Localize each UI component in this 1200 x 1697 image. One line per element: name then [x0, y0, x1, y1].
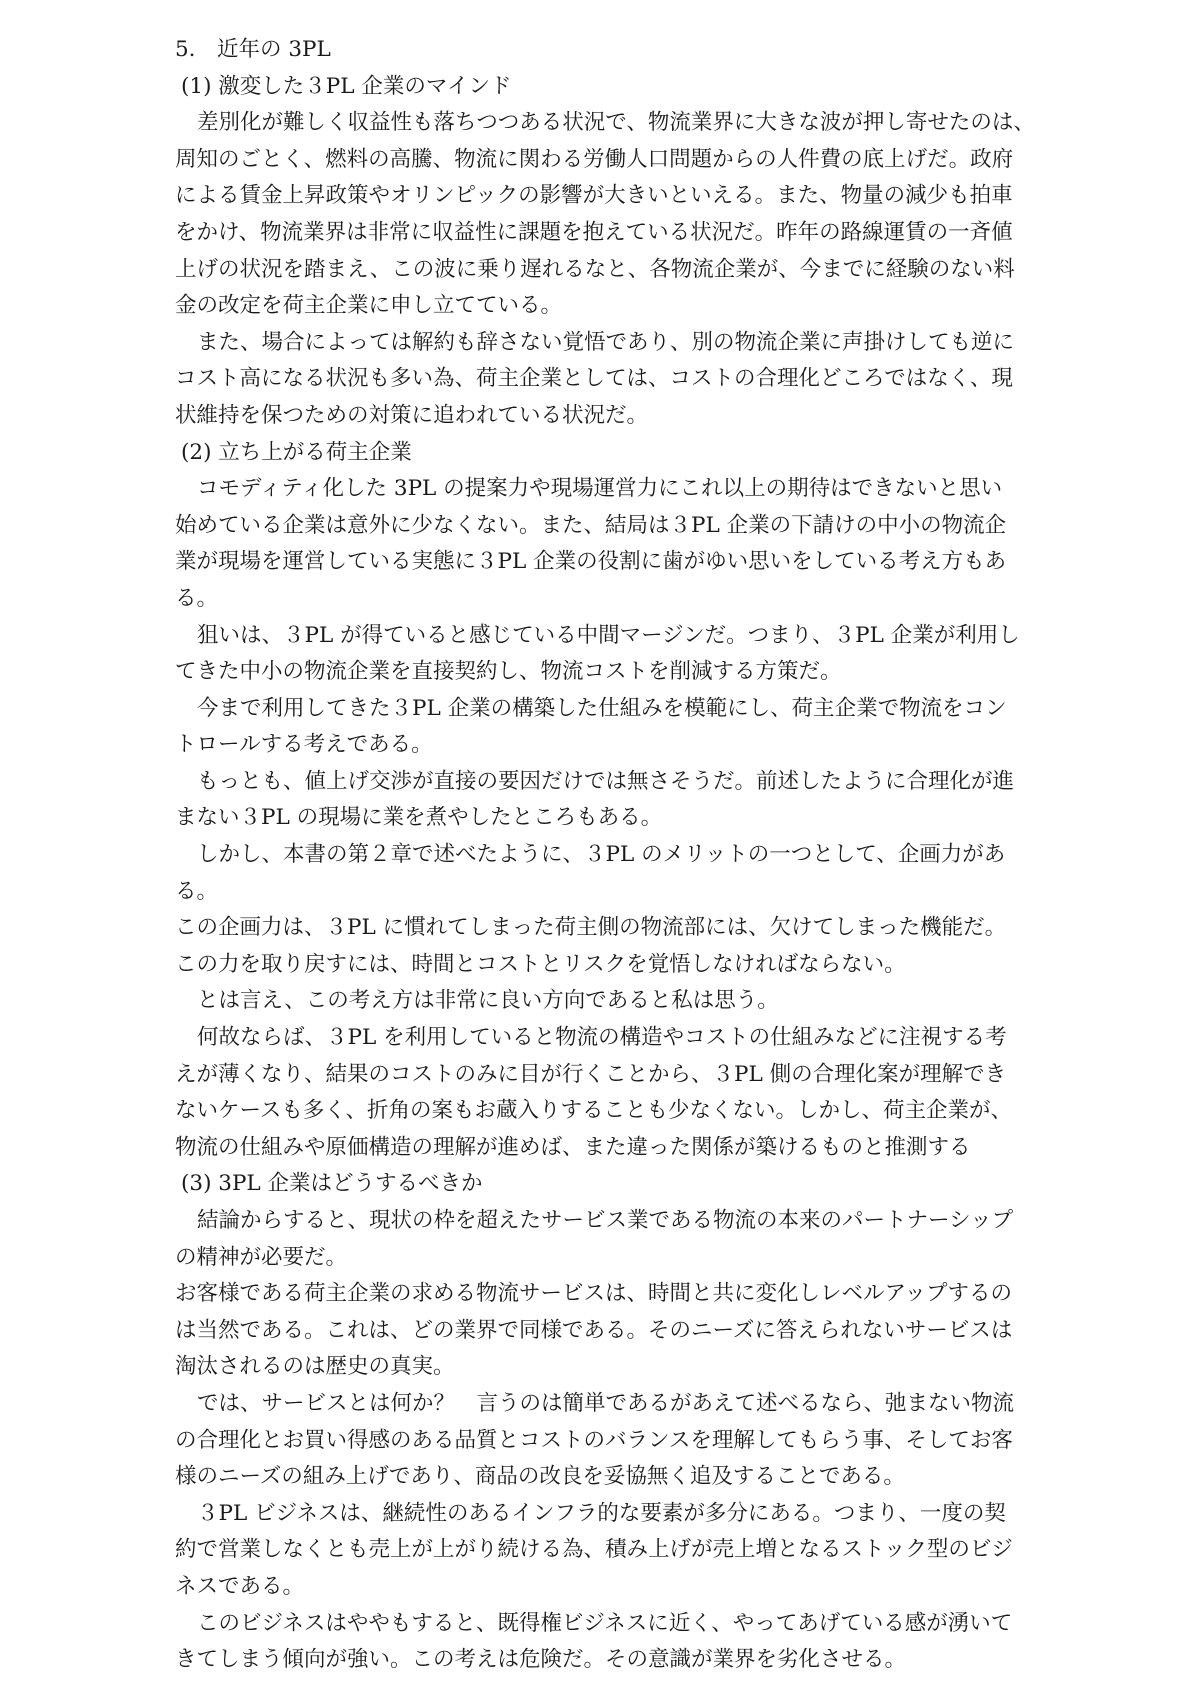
text-line: お客様である荷主企業の求める物流サービスは、時間と共に変化しレベルアップするの: [175, 1281, 1012, 1307]
text-line: 物流の仕組みや原価構造の理解が進めば、また違った関係が築けるものと推測する: [175, 1134, 971, 1160]
text-line: ３PL ビジネスは、継続性のあるインフラ的な要素が多分にある。つまり、一度の契: [197, 1500, 1006, 1526]
subsection-2-paragraph-1: [175, 471, 1035, 617]
text-line: しかし、本書の第２章で述べたように、３PL のメリットの一つとして、企画力があ: [197, 842, 1006, 868]
text-line: 状維持を保つための対策に追われている状況だ。: [175, 402, 649, 428]
text-line: トロールする考えである。: [175, 732, 433, 758]
document-page: [175, 32, 1035, 1679]
text-line: 狙いは、３PL が得ていると感じている中間マージンだ。つまり、３PL 企業が利用し: [197, 622, 1020, 648]
text-line: 今まで利用してきた３PL 企業の構築した仕組みを模範にし、荷主企業で物流をコン: [197, 695, 1007, 721]
text-line: まない３PL の現場に業を煮やしたところもある。: [175, 805, 663, 831]
text-line: また、場合によっては解約も辞さない覚悟であり、別の物流企業に声掛けしても逆に: [197, 329, 1015, 355]
text-line: この力を取り戻すには、時間とコストとリスクを覚悟しなければならない。: [175, 951, 906, 977]
subsection-2-paragraph-6: [175, 910, 1035, 983]
text-line: とは言え、この考え方は非常に良い方向であると私は思う。: [197, 988, 779, 1014]
text-line: の合理化とお買い得感のある品質とコストのバランスを理解してもらう事、そしてお客: [175, 1427, 1013, 1453]
text-line: 始めている企業は意外に少なくない。また、結局は３PL 企業の下請けの中小の物流企: [175, 512, 1007, 538]
text-line: この企画力は、３PL に慣れてしまった荷主側の物流部には、欠けてしまった機能だ。: [175, 915, 1007, 941]
text-line: をかけ、物流業界は非常に収益性に課題を抱えている状況だ。昨年の路線運賃の一斉値: [175, 219, 1013, 245]
text-line: コモディティ化した 3PL の提案力や現場運営力にこれ以上の期待はできないと思い: [197, 476, 1003, 502]
subsection-1-paragraph-1: [175, 105, 1035, 325]
text-line: 何故ならば、３PL を利用していると物流の構造やコストの仕組みなどに注視する考: [197, 1025, 1007, 1051]
subsection-2-paragraph-7: [175, 983, 1035, 1020]
text-line: えが薄くなり、結果のコストのみに目が行くことから、３PL 側の合理化案が理解でき: [175, 1061, 1007, 1087]
text-line: の精神が必要だ。: [175, 1244, 348, 1270]
text-line: 差別化が難しく収益性も落ちつつある状況で、物流業界に大きな波が押し寄せたのは、: [197, 110, 1035, 136]
text-line: ネスである。: [175, 1573, 305, 1599]
text-line: このビジネスはややもすると、既得権ビジネスに近く、やってあげている感が湧いて: [197, 1610, 1013, 1636]
subsection-1-title: (1) 激変した３PL 企業のマインド: [181, 73, 512, 99]
subsection-2-paragraph-2: [175, 618, 1035, 691]
text-line: 金の改定を荷主企業に申し立てている。: [175, 293, 563, 319]
text-line: 上げの状況を踏まえ、この波に乗り遅れるなと、各物流企業が、今までに経験のない料: [175, 256, 1015, 282]
text-line: 約で営業しなくとも売上が上がり続ける為、積み上げが売上増となるストック型のビジ: [175, 1537, 1013, 1563]
text-line: る。: [175, 878, 219, 904]
subsection-3-paragraph-5: [175, 1606, 1035, 1679]
text-line: 結論からすると、現状の枠を超えたサービス業である物流の本来のパートナーシップ: [197, 1208, 1014, 1233]
subsection-2-paragraph-4: [175, 764, 1035, 837]
subsection-3-paragraph-3: [175, 1386, 1035, 1496]
subsection-3-paragraph-1: [175, 1203, 1035, 1276]
text-line: もっとも、値上げ交渉が直接の要因だけでは無さそうだ。前述したように合理化が進: [197, 768, 1015, 794]
text-line: 様のニーズの組み上げであり、商品の改良を妥協無く追及することである。: [175, 1464, 905, 1490]
subsection-3-paragraph-4: [175, 1496, 1035, 1606]
subsection-1-paragraph-2: [175, 325, 1035, 435]
text-line: きてしまう傾向が強い。この考えは危険だ。その意識が業界を劣化させる。: [175, 1647, 907, 1673]
subsection-2-paragraph-3: [175, 691, 1035, 764]
text-line: ないケースも多く、折角の案もお蔵入りすることも少なくない。しかし、荷主企業が、: [175, 1098, 1012, 1124]
subsection-3-title: (3) 3PL 企業はどうするべきか: [181, 1171, 483, 1197]
text-line: は当然である。これは、どの業界で同様である。そのニーズに答えられないサービスは: [175, 1317, 1013, 1343]
text-line: 淘汰されるのは歴史の真実。: [175, 1354, 455, 1380]
subsection-3-paragraph-2: [175, 1276, 1035, 1386]
text-line: 業が現場を運営している実態に３PL 企業の役割に歯がゆい思いをしている考え方もあ: [175, 549, 1007, 575]
text-line: コスト高になる状況も多い為、荷主企業としては、コストの合理化どころではなく、現: [175, 366, 1013, 392]
text-line: 周知のごとく、燃料の高騰、物流に関わる労働人口問題からの人件費の底上げだ。政府: [175, 146, 1014, 172]
subsection-2-paragraph-8: [175, 1020, 1035, 1166]
subsection-2-title: (2) 立ち上がる荷主企業: [181, 439, 412, 465]
text-line: による賃金上昇政策やオリンピックの影響が大きいといえる。また、物量の減少も拍車: [175, 183, 1013, 209]
text-line: てきた中小の物流企業を直接契約し、物流コストを削減する方策だ。: [175, 659, 842, 685]
text-line: る。: [175, 585, 219, 611]
section-heading: 5. 近年の 3PL: [175, 37, 331, 62]
text-line: では、サービスとは何か？ 言うのは簡単であるがあえて述べるなら、弛まない物流: [197, 1390, 1015, 1416]
subsection-2-paragraph-5: [175, 837, 1035, 910]
